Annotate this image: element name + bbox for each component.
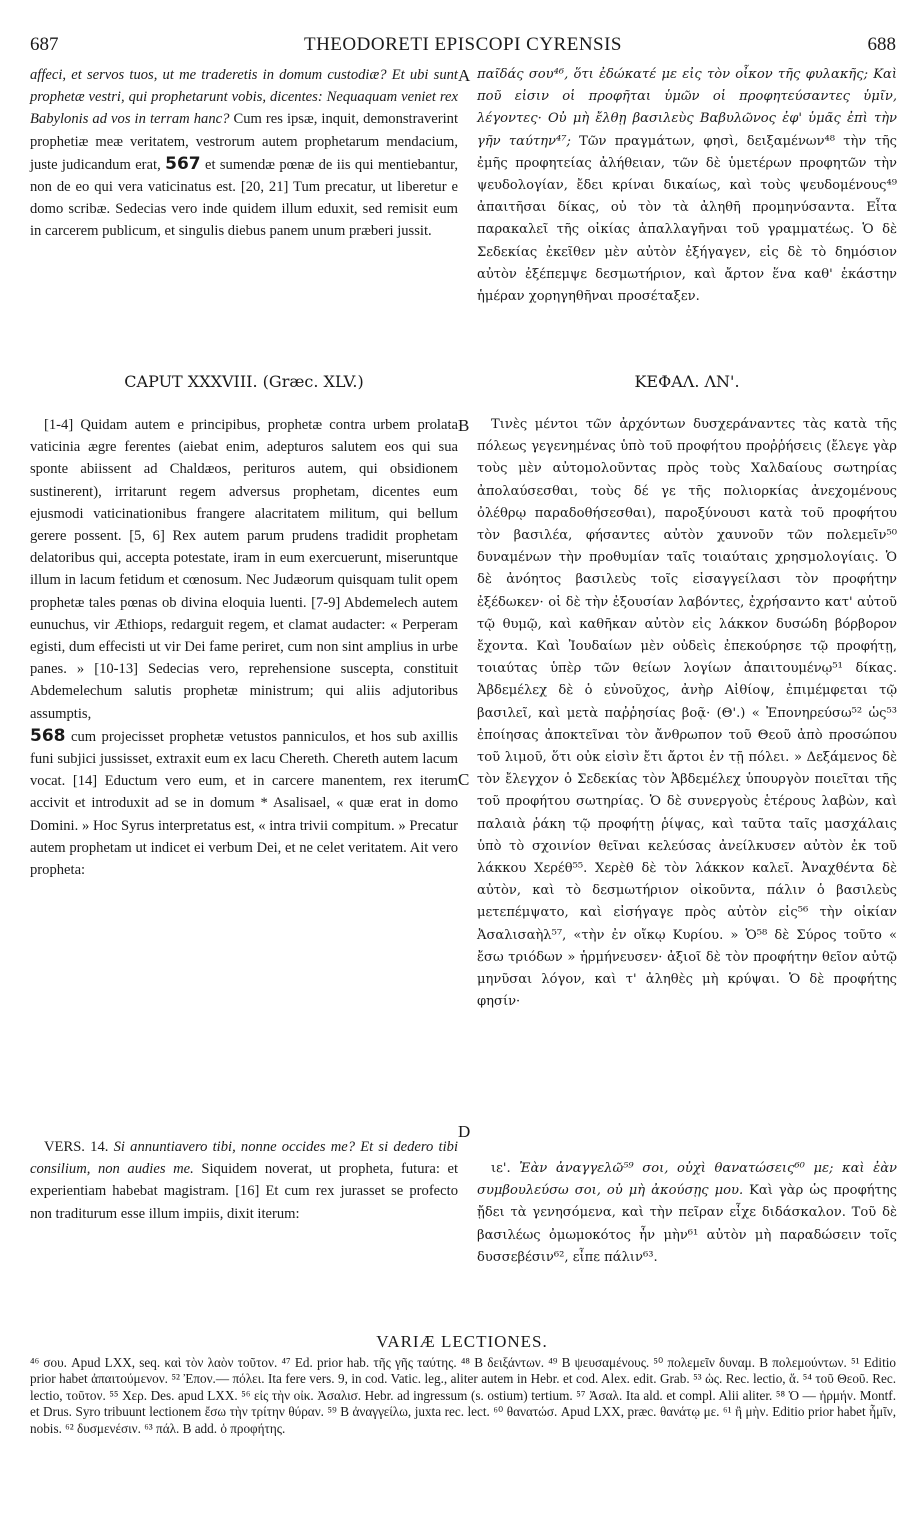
left-page-number: 687 [30, 34, 59, 55]
greek-main-paragraph [477, 414, 897, 1013]
greek-verse-paragraph [477, 1158, 897, 1269]
latin-top-text-2: et sumendæ pœnæ de iis qui mentiebantur, non de eo qui vera vaticinatus est. [20, 21] Tum precatur, ut liberetur e domo scribæ. Sedecias vero inde quidem illum eduxit, sed remisit eum in carcerem publicum, et singulis diebus panem unum præberi jussit. [30, 156, 459, 240]
greek-main-text: Τινὲς μέντοι τῶν ἀρχόντων δυσχεράναντες τὰς κατὰ τῆς πόλεως γεγενημένας ὑπὸ τοῦ προφήτου προῤῥήσεις (ἔλεγε γὰρ τοὺς μὲν αὐτομολοῦντας πρὸς τοὺς Χαλδαίους σωτηρίας ἀπολαύσεσθαι, τοὺς δέ γε τῆς πολιορκίας ἀνεχομένους ὀλέθρῳ παραδοθήσεσθαι), παροξύνουσι κατὰ τοῦ προφήτου τὸν βασιλέα, φήσαντες αὐτὸν χαυνοῦν τῶν πολεμεῖν⁵⁰ δυναμένων τὴν προθυμίαν ταῖς τοιαύταις χρησμολογίαις. Ὁ δὲ ἀνόητος βασιλεὺς τοῖς εἰσαγγείλασι τὸν προφήτην ἐξέδωκεν· οἱ δὲ τὴν ἐξουσίαν λαβόντες, ἐχρήσαντο κατ' αὐτοῦ τῷ θυμῷ, καὶ καθῆκαν αὐτὸν εἰς λάκκον δυσώδη βόρβορον ἔχοντα. Καὶ Ἰουδαίων μὲν οὐδεὶς ἐπεκούρησε τῷ προφήτῃ, τοιαύτας ὑπὲρ τῶν θείων λογίων ἀπαιτουμένῳ⁵¹ δίκας. Ἀβδεμέλεχ δὲ ὁ εὐνοῦχος, ἀνὴρ Αἰθίοψ, ἐπιμέμφεται τῷ βασιλεῖ, καὶ μετὰ παῤῥησίας βοᾷ· (Θ'.) « Ἐπονηρεύσω⁵² ὡς⁵³ ἐποίησας ἀποκτεῖναι τὸν ἄνθρωπον τοῦ Θεοῦ ἀπὸ προσώπου τοῦ λιμοῦ, ὅτι οὐκ εἰσὶν ἔτι ἄρτοι ἐν τῇ πόλει. » Δεξάμενος δὲ τὸν ἔλεγχον ὁ Σεδεκίας τὸν Ἀβδεμέλεχ ὑπουργὸν ποιεῖται τῆς τοῦ προφήτου σωτηρίας. Ὁ δὲ συνεργοὺς ἑτέρους λαβὼν, καὶ παλαιὰ ῥάκη τῷ προφήτῃ ῥίψας, καὶ ταῦτα ταῖς μασχάλαις ὑπὸ τὸ σχοινίον θεῖναι κελεύσας ἀνείλκυσεν αὐτὸν ἐκ τοῦ λάκκου Χερέθ⁵⁵. Χερὲθ δὲ τὸν λάκκον καλεῖ. Ἀναχθέντα δὲ αὐτὸν, καὶ τὸ δεσμωτήριον οἰκοῦντα, πάλιν ὁ βασιλεὺς μετεπέμψατο, καὶ εἰσήγαγε πρὸς αὐτὸν εἰς⁵⁶ τὴν οἰκίαν Ἀσαλισαὴλ⁵⁷, «τὴν ἐν οἴκῳ Κυρίου. » Ὁ⁵⁸ δὲ Σύρος τοῦτο « ἔσω τριόδων » ἡρμήνευσεν· ἀξιοῖ δὲ τὸν προφήτην θεῖον αὐτῷ μηνῦσαι λόγον, καὶ τ' ἀληθὲς μὴ κρύψαι. Ὁ δὲ προφήτης φησίν· [477, 417, 897, 1010]
margin-marker-b: B [458, 416, 470, 435]
margin-marker-d: D [458, 1122, 471, 1141]
latin-verse-text: Siquidem noverat, ut propheta, futura: et experientiam habebat magistram. [16] Et cum rex jurasset se profecto non traditurum esse illum impiis, dixit iterum: [30, 1161, 458, 1222]
latin-verse-label: VERS. 14. [44, 1139, 109, 1155]
variae-lectiones-notes: ⁴⁶ σου. Apud LXX, seq. καὶ τὸν λαὸν τοῦτον. ⁴⁷ Ed. prior hab. τῆς γῆς ταύτης. ⁴⁸ B δειξάντων. ⁴⁹ B ψευσαμένους. ⁵⁰ πολεμεῖν δυναμ. B πολεμούντων. ⁵¹ Editio prior habet ἀπαιτούμενον. ⁵² Ἐπον.— πόλει. Ita fere vers. 9, in cod. Vatic. leg., aliter autem in Hebr. et cod. Alex. edit. Grab. ⁵³ ὡς. Rec. lectio, ἅ. ⁵⁴ τοῦ Θεοῦ. Rec. lectio, τοῦτον. ⁵⁵ Χερ. Des. apud LXX. ⁵⁶ εἰς τὴν οἰκ. Ἀσαλισ. Hebr. ad ingressum (s. ostium) tertium. ⁵⁷ Ἀσαλ. Ita ald. et compl. Alii aliter. ⁵⁸ Ὁ — ἡρμήν. Montf. et Drus. Syro tribuunt lectionem ἔσω τὴν τρίτην θύραν. ⁵⁹ B ἀναγγείλω, juxta rec. lect. ⁶⁰ θανατώσ. Apud LXX, præc. θανάτῳ με. ⁶¹ ἢ μὴν. Editio prior habet ἦμῖν, nobis. ⁶² δυσμενέσιν. ⁶³ πάλ. B add. ὁ προφήτης. [30, 1355, 896, 1436]
column-number-567: 567 [165, 153, 201, 174]
variae-lectiones-heading: VARIÆ LECTIONES. [376, 1332, 548, 1351]
greek-top-paragraph [477, 64, 897, 308]
latin-main-text: [1-4] Quidam autem e principibus, prophetæ contra urbem prolata vaticinia ægre ferentes (aiebat enim, adepturos salutem eos qui sua sponte abiissent ad Chaldæos, perituros autem, qui obsidionem sustinerent), irritarunt regem adversus prophetam, dicentes eum ejusmodi vaticinationibus frangere alacritatem militum, qui bellum gerere possent. [5, 6] Rex autem parum prudens tradidit prophetam delatoribus qui, accepta potestate, iram in eum exercuerunt, miseruntque illum in lacum fetidum et cœnosum. Nec Judæorum quisquam tulit opem prophetæ tales pœnas ob divina eloquia luenti. [7-9] Abdemelech autem eunuchus, vir Æthiops, redarguit regem, et clamat audacter: « Perperam egisti, dum effecisti ut vir Dei fame periret, cum non sint amplius in urbe panes. » [10-13] Sedecias vero, reprehensione suscepta, constituit Abdemelechum salutis prophetæ ministrum; qui aliis adjutoribus assumptis, [30, 417, 458, 722]
latin-verse-paragraph [30, 1136, 458, 1225]
margin-marker-c: C [458, 770, 470, 789]
running-title: THEODORETI EPISCOPI CYRENSIS [303, 34, 623, 55]
latin-chapter-heading: CAPUT XXXVIII. (Græc. XLV.) [124, 372, 364, 391]
column-number-568: 568 [30, 725, 66, 746]
page-header [30, 34, 896, 58]
latin-top-text: Cum res ipsæ, inquit, demonstraverint prophetiæ meæ veritatem, vestrorum autem prophetarum mendacium, juste judicandum erat, [30, 111, 458, 173]
latin-top-quote: affeci, et servos tuos, ut me traderetis in domum custodiæ? Et ubi sunt prophetæ vestri, qui prophetarunt vobis, dicentes: Nequaquam veniet rex Babylonis ad vos in terram hanc? [30, 67, 458, 128]
greek-verse-label: ιε'. [491, 1161, 511, 1176]
margin-marker-a: A [458, 66, 471, 85]
latin-main-text-2: cum projecisset prophetæ vetustos panniculos, et hos sub axillis funi subjici jussisset, extraxit eum ex lacu Chereth. Chereth autem lacum vocat. [14] Eductum vero eum, et in carcere manentem, rex iterum accivit et introduxit ad se in domum * Asalisael, « quæ erat in domo Domini. » Hoc Syrus interpretatus est, « intra trivii compitum. » Precatur autem prophetam ut indicet ei verbum Dei, et ne celet veritatem. Ait vero propheta: [30, 728, 458, 879]
greek-top-quote: παῖδάς σου⁴⁶, ὅτι ἐδώκατέ με εἰς τὸν οἶκον τῆς φυλακῆς; Καὶ ποῦ εἰσιν οἱ προφῆται ὑμῶν οἱ προφητεύσαντες ὑμῖν, λέγοντες· Οὐ μὴ ἔλθῃ βασιλεὺς Βαβυλῶνος ἐφ' ὑμᾶς ἐπὶ τὴν γῆν ταύτην⁴⁷; [477, 67, 897, 149]
greek-top-text: Τῶν πραγμάτων, φησὶ, δειξαμένων⁴⁸ τὴν τῆς ἐμῆς προφητείας ἀλήθειαν, τῶν δὲ ὑμετέρων προφητῶν τὴν ψευδολογίαν, ἔδει κρίναι δικαίως, καὶ τοὺς ψευδομένους⁴⁹ ἀπαιτῆσαι δίκας, οὐ τὸν τὰ ἀληθῆ προμηνύσαντα. Εἶτα παρακαλεῖ τῆς οἰκίας ἀπαλλαγῆναι τοῦ γραμματέως. Ὁ δὲ Σεδεκίας ἐκεῖθεν μὲν αὐτὸν ἐξήγαγεν, εἰς δὲ τὸ δημόσιον αὐτὸν ἐξέπεμψε δεσμωτήριον, καὶ ἄρτον ἕνα καθ' ἑκάστην ἡμέραν χορηγηθῆναι προσέταξεν. [477, 133, 897, 305]
greek-verse-quote: Ἐὰν ἀναγγελῶ⁵⁹ σοι, οὐχὶ θανατώσεις⁶⁰ με; καὶ ἐὰν συμβουλεύσω σοι, οὐ μὴ ἀκούσῃς μου. [477, 1161, 897, 1199]
latin-main-paragraph [30, 414, 458, 881]
latin-verse-quote: Si annuntiavero tibi, nonne occides me? Et si dedero tibi consilium, non audies me. [30, 1139, 458, 1178]
greek-verse-text: Καὶ γὰρ ὡς προφήτης ᾔδει τὰ γενησόμενα, καὶ τὴν πεῖραν εἶχε διδάσκαλον. Τοῦ δὲ βασιλέως ὀμωμοκότος ἦν μὴν⁶¹ αὐτὸν μὴ παραδώσειν τοῖς δυσσεβέσιν⁶², εἶπε πάλιν⁶³. [477, 1183, 897, 1265]
right-page-number: 688 [867, 34, 896, 55]
greek-chapter-heading: ΚΕΦΑΛ. ΛΝ'. [634, 372, 740, 391]
latin-top-paragraph [30, 64, 458, 243]
